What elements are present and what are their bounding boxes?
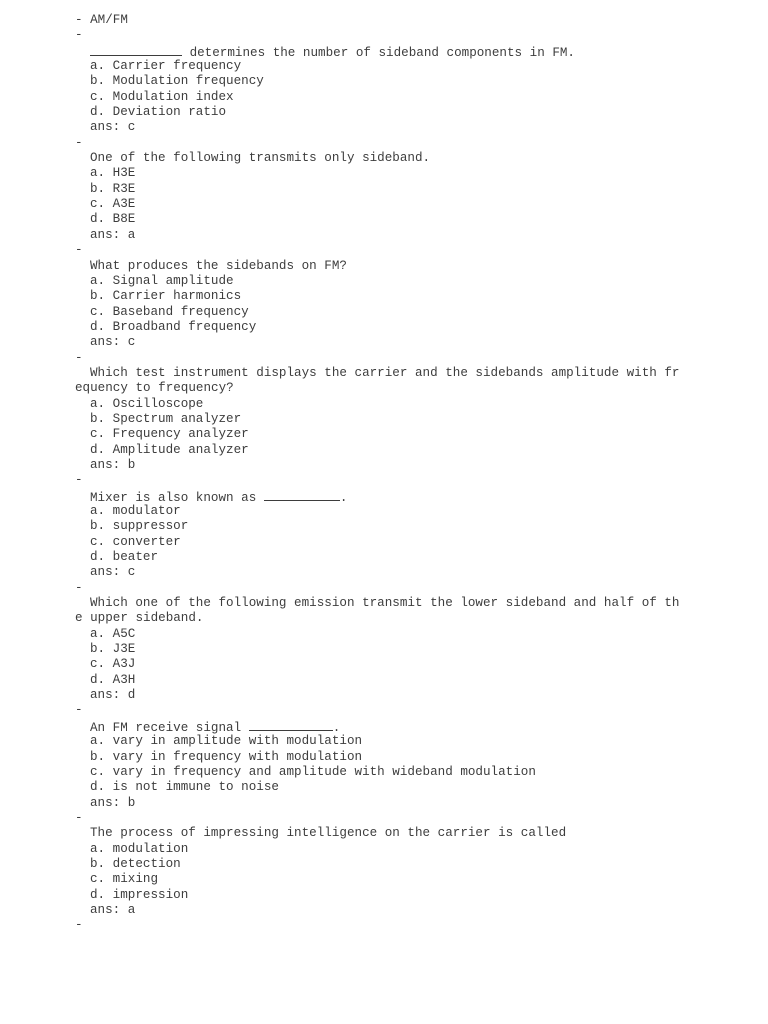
option-c: c. converter <box>90 534 181 549</box>
option-c: c. A3J <box>90 657 136 672</box>
option-b: b. Modulation frequency <box>90 74 264 89</box>
answer-blank <box>90 44 182 56</box>
document-title: AM/FM <box>90 13 128 27</box>
question-stem: What produces the sidebands on FM? <box>90 258 347 273</box>
question-stem: Mixer is also known as . <box>90 490 348 505</box>
option-c: c. Baseband frequency <box>90 304 249 319</box>
option-a: a. H3E <box>90 166 136 181</box>
option-a: a. modulation <box>90 841 189 856</box>
option-a: a. Oscilloscope <box>90 396 204 411</box>
option-c: c. vary in frequency and amplitude with wideband modulation <box>90 764 536 779</box>
option-d: d. is not immune to noise <box>90 780 279 795</box>
separator: - <box>75 810 83 825</box>
option-c: c. Frequency analyzer <box>90 427 249 442</box>
option-a: a. Carrier frequency <box>90 59 242 74</box>
option-d: d. Amplitude analyzer <box>90 442 249 457</box>
separator: - <box>75 580 83 595</box>
option-d: d. Broadband frequency <box>90 319 257 334</box>
option-b: b. suppressor <box>90 519 189 534</box>
option-a: a. vary in amplitude with modulation <box>90 734 363 749</box>
question-stem: determines the number of sideband components in FM. <box>0 44 768 59</box>
answer-key: ans: c <box>90 120 136 135</box>
question-stem: One of the following transmits only sideband. <box>90 151 431 166</box>
option-b: b. J3E <box>90 642 136 657</box>
separator: - <box>75 135 83 150</box>
answer-key: ans: b <box>90 795 136 810</box>
option-d: d. B8E <box>90 212 136 227</box>
option-c: c. Modulation index <box>90 89 234 104</box>
option-b: b. detection <box>90 856 181 871</box>
question-stem: Which one of the following emission transmit the lower sideband and half of th <box>90 596 680 611</box>
option-d: d. A3H <box>90 672 136 687</box>
separator: - <box>75 703 83 718</box>
question-stem: Which test instrument displays the carrier and the sidebands amplitude with fr <box>90 365 680 380</box>
option-d: d. Deviation ratio <box>90 105 227 120</box>
answer-key: ans: a <box>90 902 136 917</box>
answer-blank <box>264 489 340 501</box>
option-b: b. R3E <box>90 181 136 196</box>
document-header <box>0 13 768 28</box>
question-stem-wrap: equency to frequency? <box>75 381 234 396</box>
separator: - <box>75 28 83 43</box>
answer-key: ans: a <box>90 227 136 242</box>
answer-blank <box>249 719 333 731</box>
question-stem: An FM receive signal . <box>90 720 341 735</box>
option-d: d. impression <box>90 887 189 902</box>
option-a: a. modulator <box>90 504 181 518</box>
option-d: d. beater <box>90 550 159 565</box>
answer-key: ans: c <box>90 335 136 350</box>
separator: - <box>75 243 83 258</box>
question-stem: The process of impressing intelligence on the carrier is called <box>90 826 567 841</box>
option-a: a. A5C <box>90 626 136 641</box>
separator: - <box>75 473 83 488</box>
separator: - <box>75 350 83 365</box>
option-c: c. mixing <box>90 872 159 887</box>
option-c: c. A3E <box>90 197 136 212</box>
separator: - <box>75 918 83 933</box>
answer-key: ans: b <box>90 457 136 472</box>
header-marker: - <box>75 13 91 27</box>
option-a: a. Signal amplitude <box>90 273 234 288</box>
question-stem-wrap: e upper sideband. <box>75 611 204 626</box>
answer-key: ans: c <box>90 565 136 580</box>
option-b: b. vary in frequency with modulation <box>90 749 363 764</box>
option-b: b. Carrier harmonics <box>90 289 242 304</box>
option-b: b. Spectrum analyzer <box>90 411 242 426</box>
answer-key: ans: d <box>90 688 136 703</box>
